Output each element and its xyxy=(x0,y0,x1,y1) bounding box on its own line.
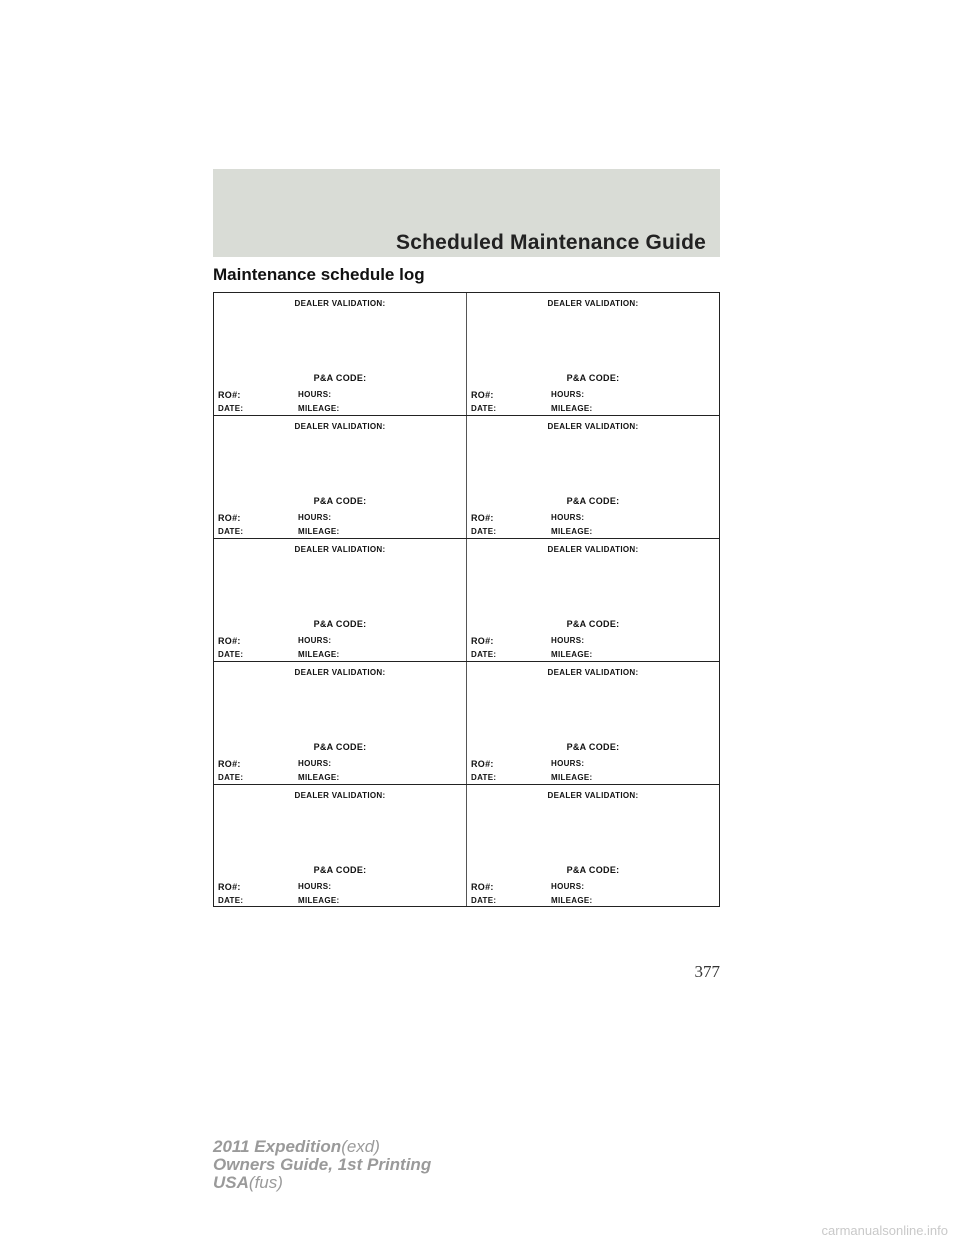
log-entry-cell xyxy=(467,785,719,906)
ro-number-label: RO#: xyxy=(218,390,241,400)
mileage-label: MILEAGE: xyxy=(551,404,593,413)
ro-number-label: RO#: xyxy=(471,390,494,400)
dealer-validation-label: DEALER VALIDATION: xyxy=(294,299,386,308)
pa-code-label: P&A CODE: xyxy=(313,865,367,875)
pa-code-label: P&A CODE: xyxy=(313,496,367,506)
pa-code-label: P&A CODE: xyxy=(566,619,620,629)
hours-label: HOURS: xyxy=(298,759,332,768)
mileage-label: MILEAGE: xyxy=(298,527,340,536)
log-entry-cell xyxy=(467,539,719,661)
date-label: DATE: xyxy=(471,896,497,905)
footer-line-3: USA(fus) xyxy=(213,1173,283,1192)
section-header-band xyxy=(213,169,720,257)
pa-code-label: P&A CODE: xyxy=(566,742,620,752)
watermark-text: carmanualsonline.info xyxy=(821,1223,948,1238)
mileage-label: MILEAGE: xyxy=(551,896,593,905)
pa-code-label: P&A CODE: xyxy=(313,619,367,629)
pa-code-label: P&A CODE: xyxy=(313,373,367,383)
pa-code-label: P&A CODE: xyxy=(313,742,367,752)
log-row xyxy=(214,662,719,785)
mileage-label: MILEAGE: xyxy=(551,650,593,659)
ro-number-label: RO#: xyxy=(471,513,494,523)
date-label: DATE: xyxy=(218,650,244,659)
date-label: DATE: xyxy=(218,404,244,413)
ro-number-label: RO#: xyxy=(218,636,241,646)
mileage-label: MILEAGE: xyxy=(298,896,340,905)
date-label: DATE: xyxy=(471,404,497,413)
log-entry-cell xyxy=(214,539,467,661)
footer-edition-info xyxy=(213,1138,431,1192)
date-label: DATE: xyxy=(218,773,244,782)
date-label: DATE: xyxy=(471,650,497,659)
log-entry-cell xyxy=(214,293,467,415)
log-entry-cell xyxy=(214,785,467,906)
dealer-validation-label: DEALER VALIDATION: xyxy=(294,668,386,677)
ro-number-label: RO#: xyxy=(218,759,241,769)
log-row xyxy=(214,416,719,539)
pa-code-label: P&A CODE: xyxy=(566,865,620,875)
footer-line-1: 2011 Expedition(exd) xyxy=(213,1137,380,1156)
mileage-label: MILEAGE: xyxy=(298,773,340,782)
dealer-validation-label: DEALER VALIDATION: xyxy=(294,791,386,800)
dealer-validation-label: DEALER VALIDATION: xyxy=(547,668,639,677)
ro-number-label: RO#: xyxy=(218,882,241,892)
dealer-validation-label: DEALER VALIDATION: xyxy=(547,545,639,554)
date-label: DATE: xyxy=(471,527,497,536)
dealer-validation-label: DEALER VALIDATION: xyxy=(294,545,386,554)
log-row xyxy=(214,785,719,906)
section-title: Scheduled Maintenance Guide xyxy=(396,231,706,254)
hours-label: HOURS: xyxy=(551,390,585,399)
ro-number-label: RO#: xyxy=(471,882,494,892)
log-title: Maintenance schedule log xyxy=(213,265,425,284)
dealer-validation-label: DEALER VALIDATION: xyxy=(547,791,639,800)
ro-number-label: RO#: xyxy=(471,636,494,646)
log-entry-cell xyxy=(467,416,719,538)
footer-line-2: Owners Guide, 1st Printing xyxy=(213,1155,432,1174)
maintenance-log-table xyxy=(213,292,720,907)
mileage-label: MILEAGE: xyxy=(551,527,593,536)
hours-label: HOURS: xyxy=(551,759,585,768)
mileage-label: MILEAGE: xyxy=(551,773,593,782)
page-number: 377 xyxy=(694,962,720,981)
date-label: DATE: xyxy=(218,527,244,536)
ro-number-label: RO#: xyxy=(218,513,241,523)
hours-label: HOURS: xyxy=(551,636,585,645)
date-label: DATE: xyxy=(471,773,497,782)
log-row xyxy=(214,293,719,416)
mileage-label: MILEAGE: xyxy=(298,404,340,413)
hours-label: HOURS: xyxy=(298,513,332,522)
hours-label: HOURS: xyxy=(298,636,332,645)
log-entry-cell xyxy=(214,662,467,784)
ro-number-label: RO#: xyxy=(471,759,494,769)
log-entry-cell xyxy=(467,293,719,415)
pa-code-label: P&A CODE: xyxy=(566,496,620,506)
pa-code-label: P&A CODE: xyxy=(566,373,620,383)
mileage-label: MILEAGE: xyxy=(298,650,340,659)
dealer-validation-label: DEALER VALIDATION: xyxy=(547,422,639,431)
log-entry-cell xyxy=(467,662,719,784)
hours-label: HOURS: xyxy=(551,882,585,891)
dealer-validation-label: DEALER VALIDATION: xyxy=(294,422,386,431)
hours-label: HOURS: xyxy=(551,513,585,522)
log-row xyxy=(214,539,719,662)
date-label: DATE: xyxy=(218,896,244,905)
dealer-validation-label: DEALER VALIDATION: xyxy=(547,299,639,308)
log-entry-cell xyxy=(214,416,467,538)
hours-label: HOURS: xyxy=(298,390,332,399)
hours-label: HOURS: xyxy=(298,882,332,891)
